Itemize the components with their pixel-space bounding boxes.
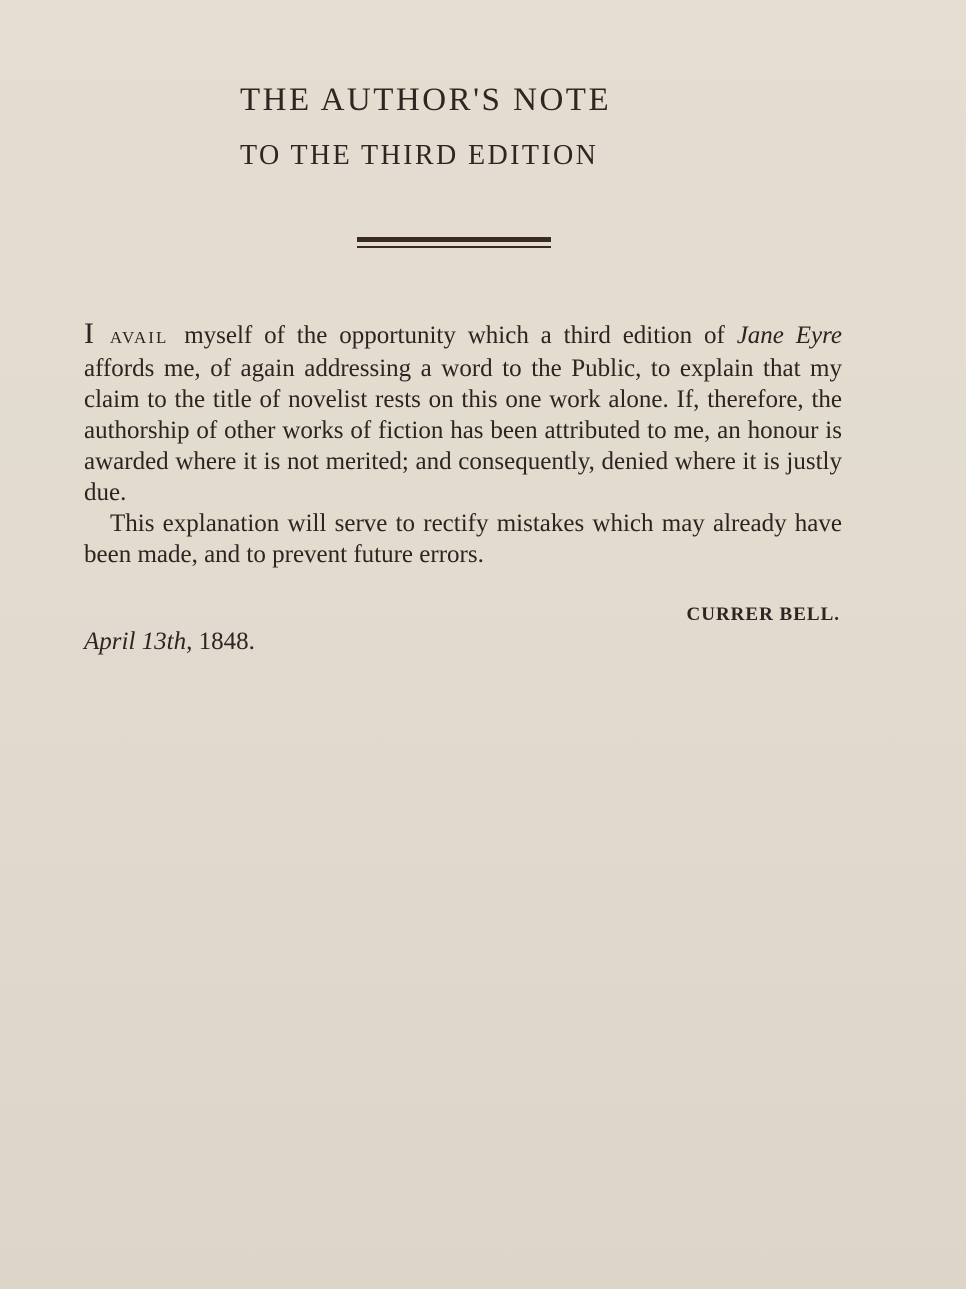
- paragraph-second: This explanation will serve to rectify mistakes which may already have been made, and to prevent future errors.: [84, 510, 842, 568]
- author-signature: CURRER BELL.: [686, 604, 840, 625]
- note-body: [84, 318, 842, 570]
- initial-letter: I: [84, 317, 94, 350]
- decorative-double-rule: [357, 237, 551, 251]
- date-italic: April 13th,: [84, 628, 193, 655]
- rule-thin-line: [357, 246, 551, 248]
- date-year: 1848.: [198, 628, 255, 655]
- book-title: Jane Eyre: [736, 322, 843, 349]
- paragraph-first-text-b: affords me, of again addressing a word to the Public, to explain that my claim to the title of novelist rests on this one work alone. If, therefore, the authorship of other works of fiction has been attributed to me, an honour is awarded where it is not merited; and consequently, denied where it is justly due.: [84, 355, 842, 506]
- paragraph-first-text-a: myself of the opportunity which a third edition of: [184, 322, 725, 349]
- rule-thick-line: [357, 237, 551, 242]
- lead-smallcaps: AVAIL: [109, 328, 169, 347]
- page-title: THE AUTHOR'S NOTE: [240, 82, 612, 118]
- paragraph-first: [84, 318, 842, 508]
- dateline: [84, 628, 484, 656]
- page-subtitle: TO THE THIRD EDITION: [240, 140, 599, 171]
